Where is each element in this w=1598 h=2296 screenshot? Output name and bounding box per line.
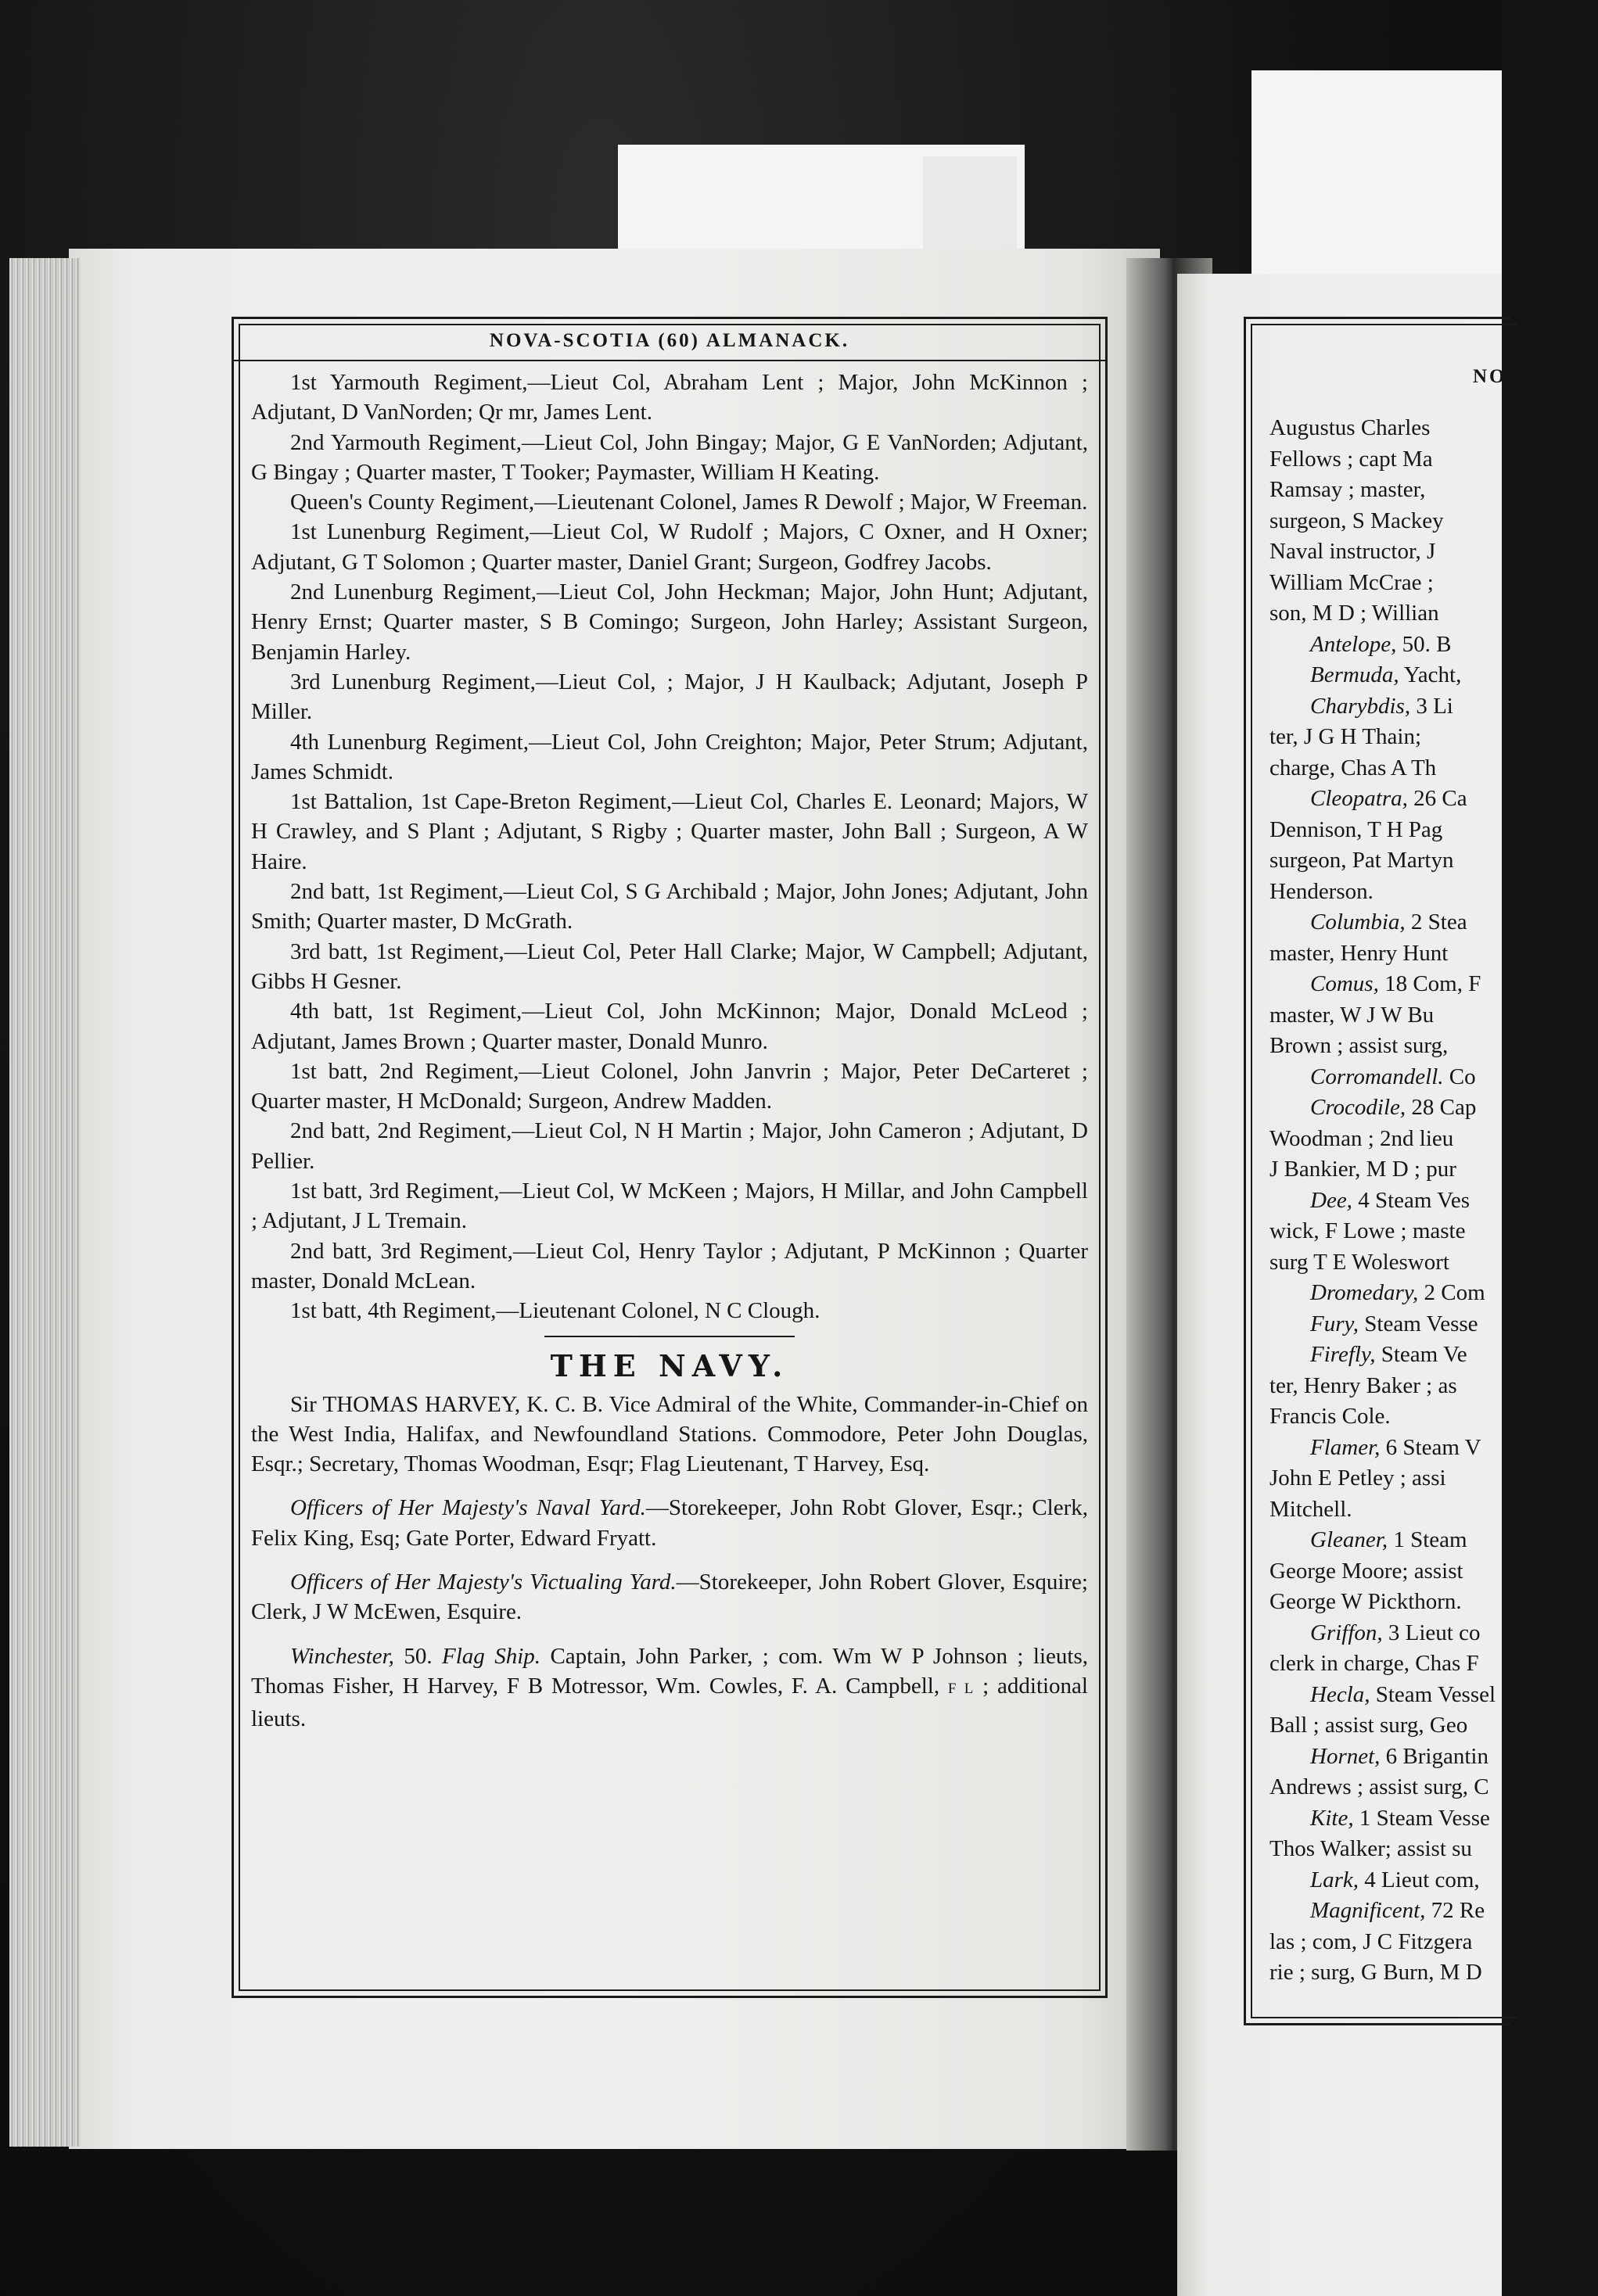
ship-name: Hornet, bbox=[1310, 1743, 1381, 1769]
flagship-label: Flag Ship. bbox=[442, 1643, 541, 1669]
navy-section-title: THE NAVY. bbox=[550, 1347, 789, 1383]
line-text: George Moore; assist bbox=[1269, 1558, 1463, 1584]
regiment-entry: 3rd batt, 1st Regiment,—Lieut Col, Peter Hall Clarke; Major, W Campbell; Adjutant, Gibbs H Gesner. bbox=[251, 938, 1088, 994]
right-page-line bbox=[1269, 1463, 1598, 1494]
ship-name: Charybdis, bbox=[1310, 693, 1411, 719]
right-page-line bbox=[1269, 815, 1598, 846]
right-page-line bbox=[1269, 1525, 1598, 1556]
line-text: master, W J W Bu bbox=[1269, 1002, 1435, 1028]
right-page-line bbox=[1269, 1834, 1598, 1865]
admiral-entry: Sir THOMAS HARVEY, K. C. B. Vice Admiral of the White, Commander-in-Chief on the West India, Halifax, and Newfoundland Stations. Commodore, Peter John Douglas, Esqr.; Secretary, Thomas Woodman, Esqr; Flag Lieutenant, T Harvey, Esq. bbox=[251, 1391, 1088, 1477]
right-page-line bbox=[1269, 1371, 1598, 1402]
regiment-entry: 1st batt, 4th Regiment,—Lieutenant Colonel, N C Clough. bbox=[290, 1298, 821, 1324]
left-page-frame bbox=[232, 317, 1108, 1998]
right-page-line bbox=[1269, 1742, 1598, 1773]
line-text: master, Henry Hunt bbox=[1269, 940, 1449, 966]
right-page-line bbox=[1269, 506, 1598, 537]
line-text: Steam Vessel bbox=[1370, 1681, 1496, 1707]
line-text: Co bbox=[1443, 1064, 1476, 1089]
right-page-frame bbox=[1244, 317, 1510, 2025]
right-page-line bbox=[1269, 1124, 1598, 1155]
line-text: ter, Henry Baker ; as bbox=[1269, 1372, 1457, 1398]
line-text: Naval instructor, J bbox=[1269, 539, 1436, 564]
right-page-line bbox=[1269, 1772, 1598, 1803]
line-text: Dennison, T H Pag bbox=[1269, 816, 1443, 842]
regiment-entry: 1st Yarmouth Regiment,—Lieut Col, Abraham Lent ; Major, John McKinnon ; Adjutant, D VanNorden; Qr mr, James Lent. bbox=[251, 370, 1088, 425]
ship-name: Bermuda, bbox=[1310, 662, 1399, 687]
right-page-line bbox=[1269, 1957, 1598, 1989]
line-text: 6 Brigantin bbox=[1380, 1743, 1488, 1769]
ship-name: Crocodile, bbox=[1310, 1095, 1406, 1120]
line-text: surgeon, S Mackey bbox=[1269, 508, 1444, 533]
line-text: Andrews ; assist surg, C bbox=[1269, 1774, 1489, 1799]
line-text: 50. B bbox=[1396, 631, 1452, 657]
right-page-line bbox=[1269, 1433, 1598, 1464]
line-text: charge, Chas A Th bbox=[1269, 755, 1437, 780]
spacer bbox=[251, 1627, 1088, 1641]
right-page-line bbox=[1269, 691, 1598, 723]
right-page-line bbox=[1269, 536, 1598, 568]
ship-name: Dromedary, bbox=[1310, 1280, 1419, 1305]
section-rule bbox=[544, 1336, 795, 1337]
regiment-entry: 2nd batt, 2nd Regiment,—Lieut Col, N H Martin ; Major, John Cameron ; Adjutant, D Pellier. bbox=[251, 1118, 1088, 1174]
ship-name: Antelope, bbox=[1310, 631, 1397, 657]
ship-name: Comus, bbox=[1310, 971, 1379, 996]
ship-name: Hecla, bbox=[1310, 1681, 1370, 1707]
line-text: 2 Com bbox=[1418, 1280, 1485, 1305]
right-page-line bbox=[1269, 845, 1598, 877]
regiment-entry: 1st batt, 3rd Regiment,—Lieut Col, W McKeen ; Majors, H Millar, and John Campbell ; Adjutant, J L Tremain. bbox=[251, 1178, 1088, 1234]
line-text: 2 Stea bbox=[1405, 909, 1467, 935]
flagship-fl: F L bbox=[947, 1680, 975, 1697]
line-text: 1 Steam bbox=[1388, 1527, 1467, 1552]
flagship-end: ; additional lieuts. bbox=[251, 1673, 1088, 1732]
line-text: son, M D ; Willian bbox=[1269, 601, 1439, 626]
line-text: J Bankier, M D ; pur bbox=[1269, 1157, 1456, 1182]
line-text: clerk in charge, Chas F bbox=[1269, 1651, 1479, 1676]
right-page-line bbox=[1269, 1309, 1598, 1340]
regiment-entry: Queen's County Regiment,—Lieutenant Colonel, James R Dewolf ; Major, W Freeman. bbox=[290, 490, 1088, 515]
line-text: Ramsay ; master, bbox=[1269, 477, 1426, 502]
ship-name: Cleopatra, bbox=[1310, 786, 1408, 811]
right-page-line bbox=[1269, 1186, 1598, 1217]
naval-yard-text: —Storekeeper, John Robt Glover, Esqr.; Clerk, Felix King, Esq; Gate Porter, Edward Fryatt. bbox=[251, 1495, 1088, 1551]
line-text: Steam Ve bbox=[1375, 1342, 1467, 1367]
right-page-line bbox=[1269, 1154, 1598, 1186]
regiment-entry: 2nd Yarmouth Regiment,—Lieut Col, John Bingay; Major, G E VanNorden; Adjutant, G Bingay ; Quarter master, T Tooker; Paymaster, William H Keating. bbox=[251, 429, 1088, 485]
line-text: 18 Com, F bbox=[1378, 971, 1481, 996]
right-page-line bbox=[1269, 1587, 1598, 1618]
line-text: 26 Ca bbox=[1407, 786, 1467, 811]
regiment-entry: 2nd batt, 3rd Regiment,—Lieut Col, Henry Taylor ; Adjutant, P McKinnon ; Quarter master, Donald McLean. bbox=[251, 1238, 1088, 1293]
right-page-line bbox=[1269, 413, 1598, 444]
line-text: George W Pickthorn. bbox=[1269, 1589, 1462, 1614]
ship-name: Firefly, bbox=[1310, 1342, 1376, 1367]
right-page-line bbox=[1269, 1927, 1598, 1958]
ship-name: Columbia, bbox=[1310, 909, 1406, 935]
right-page-line bbox=[1269, 1648, 1598, 1680]
right-page-line bbox=[1269, 1340, 1598, 1371]
right-page-line bbox=[1269, 1216, 1598, 1247]
flagship-name: Winchester, bbox=[290, 1643, 394, 1669]
line-text: Fellows ; capt Ma bbox=[1269, 446, 1433, 472]
right-page-line bbox=[1269, 722, 1598, 753]
right-page-line bbox=[1269, 1092, 1598, 1124]
right-page-line bbox=[1269, 444, 1598, 475]
right-page-line bbox=[1269, 1401, 1598, 1433]
right-page-line bbox=[1269, 1031, 1598, 1062]
line-text: 3 Lieut co bbox=[1382, 1620, 1481, 1645]
ship-name: Lark, bbox=[1310, 1867, 1359, 1892]
line-text: surg T E Woleswort bbox=[1269, 1249, 1449, 1275]
regiment-entry: 4th Lunenburg Regiment,—Lieut Col, John Creighton; Major, Peter Strum; Adjutant, James Schmidt. bbox=[251, 729, 1088, 784]
victualing-yard-entry bbox=[251, 1567, 1088, 1627]
page-edges bbox=[9, 258, 80, 2147]
ship-name: Magnificent, bbox=[1310, 1898, 1426, 1923]
flagship-text: Captain, John Parker, ; com. Wm W P Johnson ; lieuts, Thomas Fisher, H Harvey, F B Motressor, Wm. Cowles, F. A. Campbell, bbox=[251, 1643, 1088, 1699]
right-page-line bbox=[1269, 907, 1598, 938]
right-page-line bbox=[1269, 1896, 1598, 1927]
victualing-yard-text: —Storekeeper, John Robert Glover, Esquire; Clerk, J W McEwen, Esquire. bbox=[251, 1569, 1088, 1625]
line-text: Henderson. bbox=[1269, 878, 1374, 904]
regiment-entry: 1st Lunenburg Regiment,—Lieut Col, W Rudolf ; Majors, C Oxner, and H Oxner; Adjutant, G T Solomon ; Quarter master, Daniel Grant; Surgeon, Godfrey Jacobs. bbox=[251, 519, 1088, 575]
line-text: William McCrae ; bbox=[1269, 569, 1434, 595]
regiment-entry: 1st Battalion, 1st Cape-Breton Regiment,—Lieut Col, Charles E. Leonard; Majors, W H Crawley, and S Plant ; Adjutant, S Rigby ; Quarter master, John Ball ; Surgeon, A W Haire. bbox=[251, 789, 1088, 874]
regiment-list bbox=[251, 368, 1088, 1326]
right-page-line bbox=[1269, 1865, 1598, 1896]
right-page-line bbox=[1269, 1000, 1598, 1031]
line-text: las ; com, J C Fitzgera bbox=[1269, 1928, 1473, 1954]
line-text: 1 Steam Vesse bbox=[1353, 1805, 1490, 1831]
line-text: Thos Walker; assist su bbox=[1269, 1836, 1472, 1861]
line-text: Brown ; assist surg, bbox=[1269, 1033, 1449, 1058]
line-text: 3 Li bbox=[1410, 693, 1453, 719]
ship-name: Griffon, bbox=[1310, 1620, 1383, 1645]
line-text: ter, J G H Thain; bbox=[1269, 724, 1422, 749]
ship-name: Gleaner, bbox=[1310, 1527, 1388, 1552]
right-page-line bbox=[1269, 1710, 1598, 1742]
line-text: John E Petley ; assi bbox=[1269, 1465, 1446, 1491]
spacer bbox=[251, 1479, 1088, 1493]
regiment-entry: 2nd Lunenburg Regiment,—Lieut Col, John Heckman; Major, John Hunt; Adjutant, Henry Ernst; Quarter master, S B Comingo; Surgeon, John Harley; Assistant Surgeon, Benjamin Harley. bbox=[251, 579, 1088, 665]
right-page-line bbox=[1269, 1618, 1598, 1649]
victualing-yard-label: Officers of Her Majesty's Victualing Yard. bbox=[290, 1569, 677, 1595]
right-page-line bbox=[1269, 1680, 1598, 1711]
ship-name: Flamer, bbox=[1310, 1434, 1381, 1460]
regiment-entry: 1st batt, 2nd Regiment,—Lieut Colonel, John Janvrin ; Major, Peter DeCarteret ; Quarter master, H McDonald; Surgeon, Andrew Madden. bbox=[251, 1058, 1088, 1114]
right-page-line bbox=[1269, 784, 1598, 815]
line-text: Steam Vesse bbox=[1359, 1311, 1478, 1336]
line-text: wick, F Lowe ; maste bbox=[1269, 1218, 1466, 1243]
page-header: NOVA-SCOTIA (60) ALMANACK. bbox=[489, 330, 850, 351]
right-page-line bbox=[1269, 630, 1598, 661]
right-page-line bbox=[1269, 753, 1598, 784]
right-page-line bbox=[1269, 1494, 1598, 1526]
line-text: 4 Steam Ves bbox=[1352, 1187, 1471, 1213]
line-text: 72 Re bbox=[1425, 1898, 1485, 1923]
right-page-line bbox=[1269, 1062, 1598, 1093]
ship-name: Dee, bbox=[1310, 1187, 1352, 1213]
line-text: 28 Cap bbox=[1406, 1095, 1477, 1120]
right-page-line bbox=[1269, 568, 1598, 599]
paper-slip bbox=[1251, 70, 1502, 274]
right-page-line bbox=[1269, 660, 1598, 691]
regiment-entry: 2nd batt, 1st Regiment,—Lieut Col, S G Archibald ; Major, John Jones; Adjutant, John Smith; Quarter master, D McGrath. bbox=[251, 879, 1088, 935]
ship-name: Fury, bbox=[1310, 1311, 1359, 1336]
right-page-line bbox=[1269, 1803, 1598, 1835]
flagship-entry bbox=[251, 1641, 1088, 1735]
line-text: Woodman ; 2nd lieu bbox=[1269, 1125, 1454, 1151]
ship-name: Kite, bbox=[1310, 1805, 1354, 1831]
line-text: Francis Cole. bbox=[1269, 1404, 1391, 1429]
right-page-lines bbox=[1269, 413, 1598, 1989]
right-page-line bbox=[1269, 475, 1598, 506]
ship-name: Corromandell. bbox=[1310, 1064, 1444, 1089]
flagship-guns: 50. bbox=[393, 1643, 443, 1669]
line-text: Ball ; assist surg, Geo bbox=[1269, 1713, 1468, 1738]
right-page-line bbox=[1269, 1278, 1598, 1309]
line-text: surgeon, Pat Martyn bbox=[1269, 848, 1454, 873]
right-page-line bbox=[1269, 598, 1598, 630]
naval-yard-label: Officers of Her Majesty's Naval Yard. bbox=[290, 1495, 646, 1521]
line-text: Mitchell. bbox=[1269, 1496, 1352, 1522]
text-column bbox=[251, 368, 1088, 1734]
right-page-line bbox=[1269, 938, 1598, 970]
line-text: Augustus Charles bbox=[1269, 415, 1431, 440]
line-text: Yacht, bbox=[1399, 662, 1462, 687]
right-page-header: NO bbox=[1473, 366, 1507, 387]
right-page-line bbox=[1269, 1247, 1598, 1279]
regiment-entry: 3rd Lunenburg Regiment,—Lieut Col, ; Major, J H Kaulback; Adjutant, Joseph P Miller. bbox=[251, 669, 1088, 725]
regiment-entry: 4th batt, 1st Regiment,—Lieut Col, John McKinnon; Major, Donald McLeod ; Adjutant, James Brown ; Quarter master, Donald Munro. bbox=[251, 999, 1088, 1054]
line-text: 4 Lieut com, bbox=[1359, 1867, 1480, 1892]
naval-yard-entry bbox=[251, 1493, 1088, 1553]
right-page-line bbox=[1269, 1556, 1598, 1587]
right-page-line bbox=[1269, 877, 1598, 908]
right-page-line bbox=[1269, 969, 1598, 1000]
spacer bbox=[251, 1553, 1088, 1567]
line-text: rie ; surg, G Burn, M D bbox=[1269, 1960, 1482, 1985]
line-text: 6 Steam V bbox=[1380, 1434, 1481, 1460]
